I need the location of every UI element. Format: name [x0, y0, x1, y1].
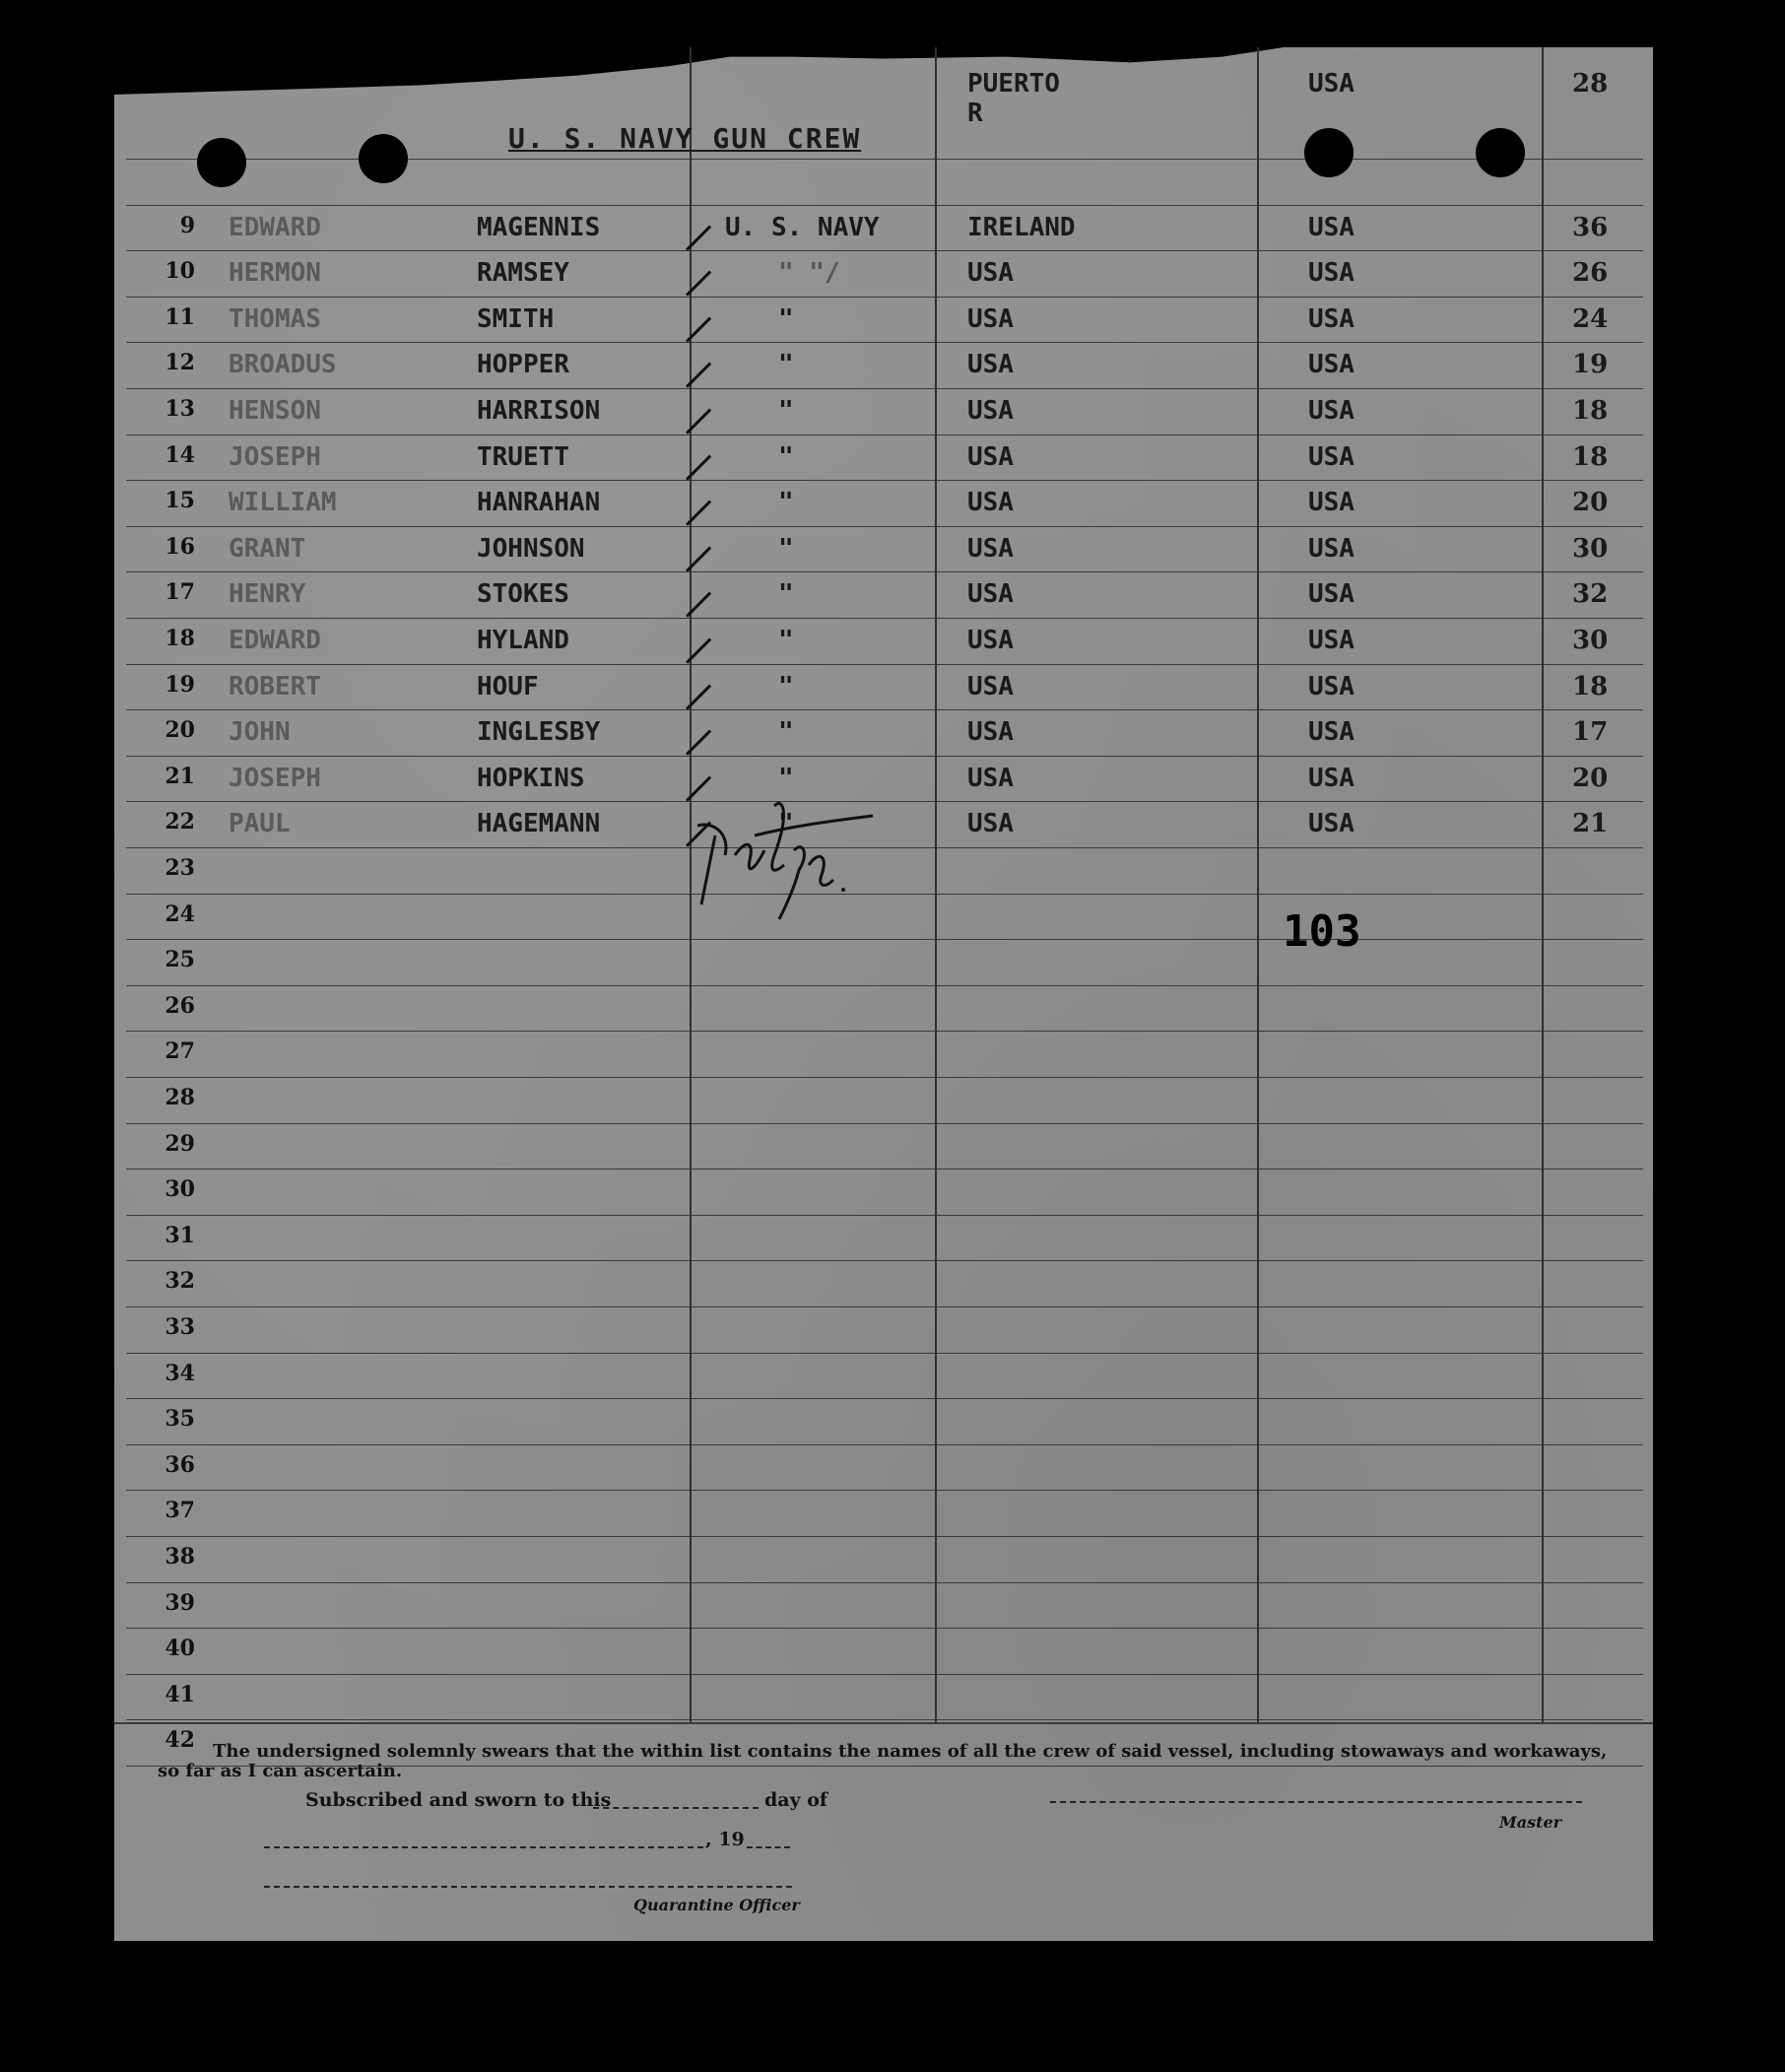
nationality: USA [1308, 579, 1355, 610]
given-name: THOMAS [229, 303, 321, 334]
empty-row [114, 1582, 1653, 1628]
table-row [114, 434, 1653, 480]
punch-hole [1476, 128, 1525, 177]
surname: RAMSEY [477, 258, 569, 289]
birthplace: USA [967, 809, 1014, 839]
row-number: 18 [165, 626, 195, 651]
table-row [114, 250, 1653, 296]
punch-hole [359, 134, 408, 183]
row-number: 37 [165, 1498, 195, 1524]
given-name: HERMON [229, 258, 321, 289]
check-mark [665, 479, 711, 525]
check-mark [665, 755, 711, 801]
ditto-mark: " [778, 303, 794, 334]
row-number: 13 [165, 396, 195, 422]
punch-hole [1304, 128, 1354, 177]
check-mark [665, 342, 711, 388]
row-number: 10 [165, 258, 195, 285]
empty-row [114, 1398, 1653, 1443]
row-number: 41 [165, 1681, 195, 1707]
given-name: BROADUS [229, 350, 337, 380]
surname: HARRISON [477, 396, 601, 426]
given-name: GRANT [229, 533, 306, 564]
birthplace: USA [967, 671, 1014, 702]
row-number: 20 [165, 717, 195, 744]
surname: SMITH [477, 303, 555, 334]
age: 36 [1572, 212, 1609, 242]
nationality: USA [1308, 763, 1355, 793]
check-mark [665, 525, 711, 571]
day-blank [593, 1807, 759, 1809]
ditto-mark: " [778, 763, 794, 793]
rating-cell: " "/ [778, 258, 840, 289]
birthplace: USA [967, 626, 1014, 655]
surname: JOHNSON [477, 533, 585, 564]
nationality: USA [1308, 809, 1355, 839]
ditto-mark: " [778, 488, 794, 518]
nationality: USA [1308, 488, 1355, 518]
table-row [114, 664, 1653, 709]
empty-row [114, 1628, 1653, 1673]
surname: HOUF [477, 671, 539, 702]
subscribed-label: Subscribed and sworn to this [305, 1789, 612, 1811]
given-name: WILLIAM [229, 488, 337, 518]
row-number: 33 [165, 1314, 195, 1340]
row-number: 31 [165, 1222, 195, 1248]
empty-row [114, 1123, 1653, 1169]
ditto-mark: " [778, 626, 794, 655]
ditto-mark: " [778, 396, 794, 426]
year-prefix: , 19 [705, 1829, 745, 1850]
nationality: USA [1308, 717, 1355, 748]
date-blank [264, 1846, 703, 1848]
partial-birth: PUERTO R [967, 69, 1060, 128]
empty-row [114, 1031, 1653, 1076]
check-mark [665, 434, 711, 480]
table-row [114, 526, 1653, 571]
surname: HANRAHAN [477, 488, 601, 518]
empty-row [114, 1306, 1653, 1352]
age: 18 [1572, 396, 1609, 426]
ditto-mark: " [778, 441, 794, 472]
empty-row [114, 1077, 1653, 1122]
punch-hole [197, 138, 246, 187]
check-mark [665, 663, 711, 709]
row-number: 9 [179, 212, 195, 238]
nationality: USA [1308, 533, 1355, 564]
empty-row [114, 847, 1653, 893]
table-row [114, 801, 1653, 846]
partial-age: 28 [1572, 69, 1609, 99]
check-mark [665, 204, 711, 250]
row-number: 14 [165, 441, 195, 468]
surname: HYLAND [477, 626, 569, 655]
table-row [114, 480, 1653, 525]
row-number: 32 [165, 1268, 195, 1295]
row-number: 15 [165, 488, 195, 514]
quarantine-signature-line [264, 1886, 792, 1888]
row-number: 21 [165, 763, 195, 789]
row-number: 24 [165, 901, 195, 927]
row-number: 27 [165, 1038, 195, 1065]
row-number: 22 [165, 809, 195, 835]
ruled-line [126, 159, 1643, 160]
empty-row [114, 1490, 1653, 1535]
stamp-number: 103 [1283, 906, 1361, 957]
ditto-mark: " [778, 671, 794, 702]
birthplace: USA [967, 717, 1014, 748]
age: 18 [1572, 671, 1609, 702]
empty-row [114, 894, 1653, 939]
check-mark [665, 296, 711, 342]
empty-row [114, 939, 1653, 984]
ditto-mark: " [778, 350, 794, 380]
check-mark [665, 708, 711, 755]
row-number: 11 [165, 303, 195, 330]
row-number: 30 [165, 1176, 195, 1203]
empty-row [114, 1444, 1653, 1490]
day-of-label: day of [764, 1789, 828, 1811]
age: 30 [1572, 533, 1609, 564]
row-number: 38 [165, 1544, 195, 1570]
partial-nation: USA [1308, 69, 1355, 99]
empty-row [114, 1674, 1653, 1719]
ditto-mark: " [778, 579, 794, 610]
oath-text: The undersigned solemnly swears that the within list contains the names of all the crew of said vessel, including stowaways and workaways, so far as I can ascertain. [158, 1741, 1608, 1781]
surname: HAGEMANN [477, 809, 601, 839]
given-name: HENRY [229, 579, 306, 610]
table-row [114, 709, 1653, 755]
given-name: JOHN [229, 717, 291, 748]
row-number: 25 [165, 947, 195, 973]
age: 26 [1572, 258, 1609, 289]
nationality: USA [1308, 671, 1355, 702]
nationality: USA [1308, 441, 1355, 472]
nationality: USA [1308, 626, 1355, 655]
age: 17 [1572, 717, 1609, 748]
crew-list-sheet [114, 47, 1653, 1941]
table-row [114, 756, 1653, 801]
birthplace: USA [967, 579, 1014, 610]
row-number: 29 [165, 1130, 195, 1157]
table-row [114, 618, 1653, 663]
age: 24 [1572, 303, 1609, 334]
ditto-mark: " [778, 533, 794, 564]
row-number: 16 [165, 533, 195, 560]
birthplace: IRELAND [967, 212, 1076, 242]
surname: INGLESBY [477, 717, 601, 748]
table-row [114, 388, 1653, 434]
check-mark [665, 617, 711, 663]
nationality: USA [1308, 258, 1355, 289]
surname: TRUETT [477, 441, 569, 472]
row-number: 40 [165, 1636, 195, 1662]
birthplace: USA [967, 488, 1014, 518]
rating-cell: U. S. NAVY [725, 212, 880, 242]
row-number: 34 [165, 1360, 195, 1386]
nationality: USA [1308, 212, 1355, 242]
empty-row [114, 1353, 1653, 1398]
row-number: 12 [165, 350, 195, 376]
check-mark [665, 249, 711, 296]
birthplace: USA [967, 533, 1014, 564]
birthplace: USA [967, 396, 1014, 426]
age: 32 [1572, 579, 1609, 610]
master-signature-line [1050, 1801, 1582, 1803]
empty-row [114, 985, 1653, 1031]
age: 19 [1572, 350, 1609, 380]
year-blank [747, 1846, 790, 1848]
given-name: HENSON [229, 396, 321, 426]
row-number: 28 [165, 1085, 195, 1110]
empty-row [114, 1536, 1653, 1581]
birthplace: USA [967, 350, 1014, 380]
age: 30 [1572, 626, 1609, 655]
surname: MAGENNIS [477, 212, 601, 242]
handwritten-signature [695, 796, 883, 928]
surname: HOPKINS [477, 763, 585, 793]
empty-row [114, 1169, 1653, 1214]
given-name: ROBERT [229, 671, 321, 702]
age: 20 [1572, 763, 1609, 793]
check-mark [665, 387, 711, 434]
nationality: USA [1308, 350, 1355, 380]
birthplace: USA [967, 303, 1014, 334]
table-row [114, 205, 1653, 250]
row-number: 19 [165, 671, 195, 698]
given-name: JOSEPH [229, 763, 321, 793]
row-number: 23 [165, 855, 195, 881]
given-name: JOSEPH [229, 441, 321, 472]
row-number: 42 [165, 1727, 195, 1754]
given-name: PAUL [229, 809, 291, 839]
check-mark [665, 571, 711, 618]
table-row [114, 571, 1653, 617]
row-number: 36 [165, 1451, 195, 1478]
empty-row [114, 1215, 1653, 1260]
birthplace: USA [967, 258, 1014, 289]
birthplace: USA [967, 763, 1014, 793]
age: 20 [1572, 488, 1609, 518]
row-number: 26 [165, 992, 195, 1019]
age: 21 [1572, 809, 1609, 839]
age: 18 [1572, 441, 1609, 472]
surname: STOKES [477, 579, 569, 610]
quarantine-officer-label: Quarantine Officer [633, 1896, 800, 1914]
table-row [114, 297, 1653, 342]
row-number: 39 [165, 1589, 195, 1616]
birthplace: USA [967, 441, 1014, 472]
ditto-mark: " [778, 809, 794, 839]
surname: HOPPER [477, 350, 569, 380]
row-number: 17 [165, 579, 195, 606]
master-label: Master [1499, 1813, 1562, 1832]
nationality: USA [1308, 303, 1355, 334]
given-name: EDWARD [229, 212, 321, 242]
nationality: USA [1308, 396, 1355, 426]
table-row [114, 342, 1653, 387]
ditto-mark: " [778, 717, 794, 748]
section-title: U. S. NAVY GUN CREW [508, 122, 862, 155]
given-name: EDWARD [229, 626, 321, 655]
row-number: 35 [165, 1406, 195, 1433]
empty-row [114, 1260, 1653, 1305]
